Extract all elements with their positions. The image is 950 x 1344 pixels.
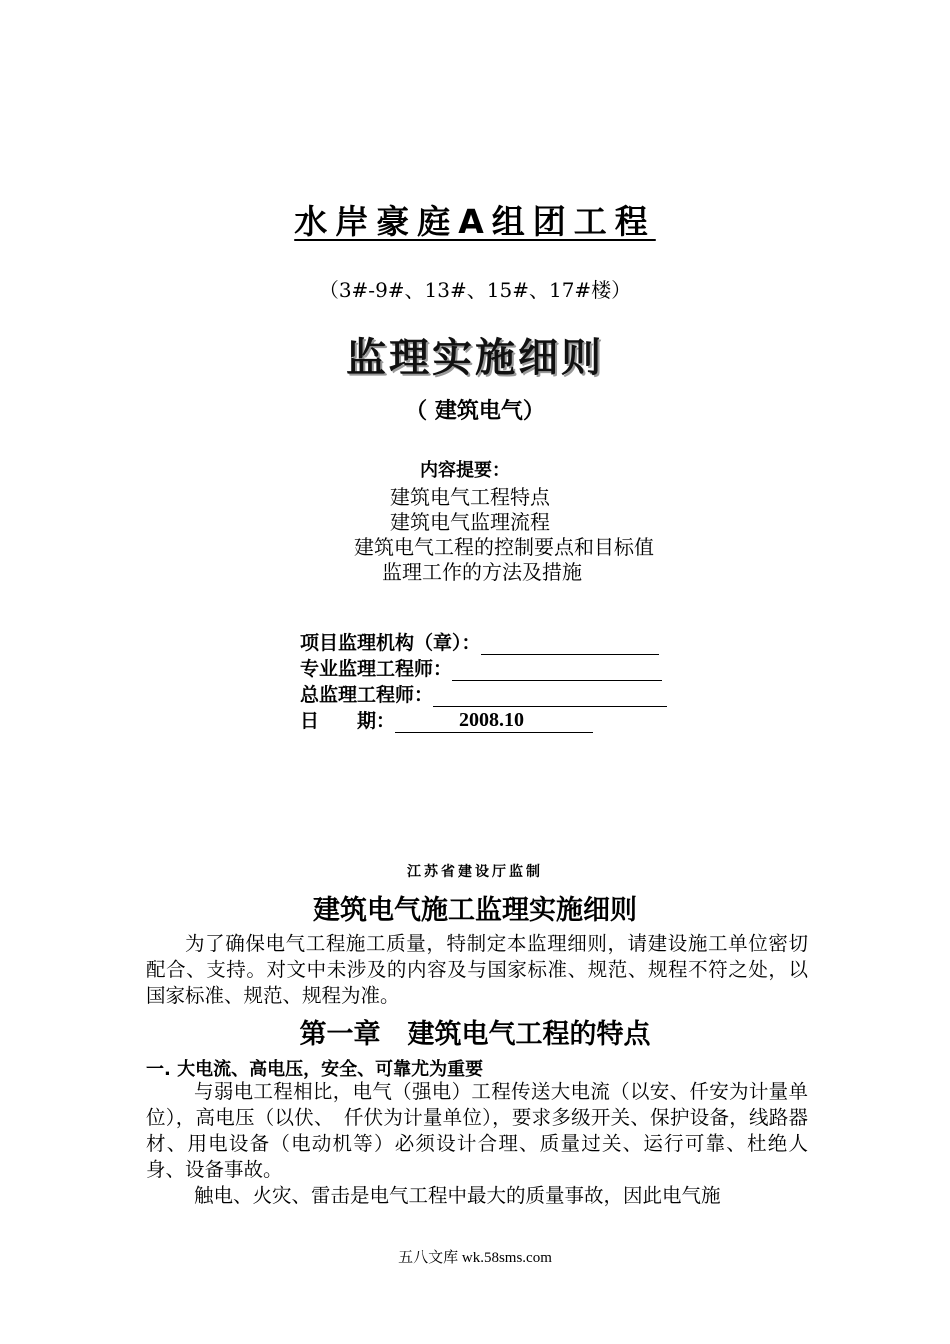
summary-item: 建筑电气监理流程 (390, 510, 550, 534)
summary-heading: 内容提要： (420, 460, 510, 481)
issuer-label: 江苏省建设厅监制 (407, 864, 543, 880)
building-list: （3#-9#、13#、15#、17#楼） (318, 278, 632, 302)
summary-item: 建筑电气工程特点 (390, 485, 550, 509)
date-label: 日 期： (300, 710, 396, 732)
body-paragraph: 触电、火灾、雷击是电气工程中最大的质量事故，因此电气施 (194, 1184, 721, 1207)
date-value: 2008.10 (459, 709, 525, 731)
specialist-engineer-row (300, 654, 662, 681)
specialist-engineer-blank[interactable] (452, 660, 662, 681)
chapter-heading: 第一章 建筑电气工程的特点 (299, 1019, 651, 1050)
summary-item: 建筑电气工程的控制要点和目标值 (354, 535, 654, 559)
section-heading: 一. 大电流、高电压，安全、可靠尤为重要 (146, 1059, 484, 1080)
discipline-label: （ 建筑电气） (405, 399, 545, 424)
document-heading: 建筑电气施工监理实施细则 (313, 895, 637, 926)
project-title: 水岸豪庭A组团工程 (294, 202, 656, 241)
specialist-engineer-label: 专业监理工程师： (300, 658, 453, 680)
supervision-agency-blank[interactable] (481, 634, 659, 655)
chief-engineer-label: 总监理工程师： (300, 684, 434, 706)
summary-item: 监理工作的方法及措施 (382, 560, 582, 584)
date-row (300, 706, 593, 733)
chief-engineer-row (300, 680, 667, 707)
body-paragraph: 与弱电工程相比，电气（强电）工程传送大电流（以安、仟安为计量单位），高电压（以伏、 仟伏为计量单位），要求多级开关、保护设备，线路器材、用电设备（电动机等）必须设计合理、质量过关、运行可靠、杜绝人身、设备事故。 (146, 1080, 808, 1181)
date-blank[interactable] (395, 709, 593, 733)
supervision-agency-row (300, 628, 659, 655)
chief-engineer-blank[interactable] (433, 686, 667, 707)
supervision-agency-label: 项目监理机构（章）： (300, 632, 481, 654)
document-title: 监理实施细则 (346, 335, 604, 381)
intro-paragraph: 为了确保电气工程施工质量，特制定本监理细则，请建设施工单位密切配合、支持。对文中未涉及的内容及与国家标准、规范、规程不符之处，以国家标准、规范、规程为准。 (146, 932, 808, 1007)
footer-watermark: 五八文库 wk.58sms.com (398, 1250, 552, 1266)
